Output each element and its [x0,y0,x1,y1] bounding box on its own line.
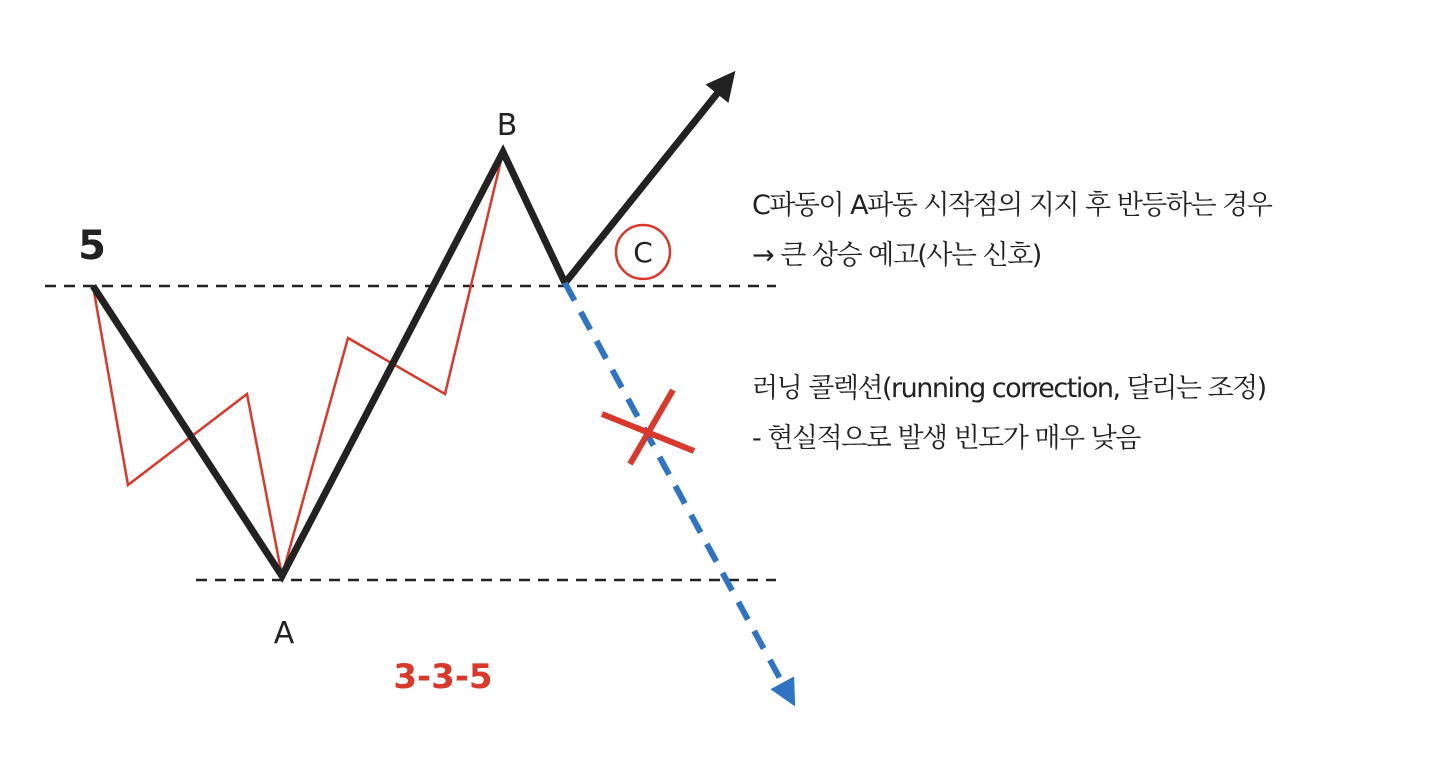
bounce-note-line-2: → 큰 상승 예고(사는 신호) [752,240,1041,271]
point-a-label: A [273,616,295,651]
running-note-line-2: - 현실적으로 발생 빈도가 매우 낮음 [752,423,1140,454]
bearish-dashed-arrow [565,283,790,697]
pattern-label: 3-3-5 [393,657,493,697]
subwave-path [93,152,503,576]
bounce-note [752,181,1271,281]
running-note-line-1: 러닝 콜렉션(running correction, 달리는 조정) [752,373,1266,404]
rejected-cross-icon [602,390,694,464]
main-wave-path [93,152,565,576]
running-correction-note [752,364,1266,464]
point-b-label: B [496,108,518,143]
bounce-note-line-1: C파동이 A파동 시작점의 지지 후 반등하는 경우 [752,190,1272,221]
point-c-label: C [633,236,653,269]
wave-five-label: 5 [78,223,106,269]
